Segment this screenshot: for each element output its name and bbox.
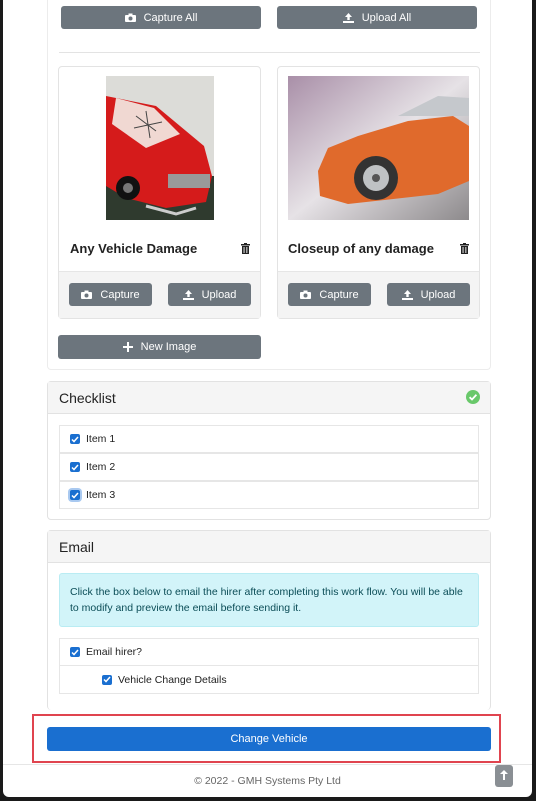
email-hirer-label: Email hirer? bbox=[86, 646, 143, 658]
checklist-item[interactable] bbox=[59, 481, 479, 509]
capture-button[interactable] bbox=[288, 283, 371, 306]
checklist-title: Checklist bbox=[59, 389, 116, 406]
upload-all-label: Upload All bbox=[361, 11, 412, 24]
checkbox[interactable] bbox=[70, 434, 80, 444]
camera-icon bbox=[81, 290, 92, 299]
checkbox[interactable] bbox=[70, 462, 80, 472]
checklist-item-label: Item 1 bbox=[86, 433, 116, 445]
image-card-footer bbox=[59, 271, 260, 318]
arrow-up-icon bbox=[500, 767, 508, 785]
checkbox[interactable] bbox=[102, 675, 112, 685]
image-card bbox=[58, 66, 261, 319]
capture-label: Capture bbox=[100, 288, 140, 301]
check-circle-icon bbox=[466, 390, 480, 407]
footer-divider bbox=[3, 764, 532, 765]
upload-label: Upload bbox=[420, 288, 456, 301]
camera-icon bbox=[300, 290, 311, 299]
new-image-button[interactable] bbox=[58, 335, 261, 359]
vehicle-change-details-row[interactable] bbox=[59, 666, 479, 694]
image-card-footer bbox=[278, 271, 479, 318]
checkbox[interactable] bbox=[70, 647, 80, 657]
checklist-item-label: Item 3 bbox=[86, 489, 116, 501]
upload-icon bbox=[402, 290, 413, 300]
change-vehicle-label: Change Vehicle bbox=[230, 733, 308, 745]
trash-icon[interactable] bbox=[241, 241, 250, 259]
new-image-label: New Image bbox=[140, 341, 197, 353]
email-hirer-row[interactable] bbox=[59, 638, 479, 666]
email-info-text: Click the box below to email the hirer after completing this work flow. You will be able to modify and preview the email before sending it. bbox=[70, 586, 463, 614]
checkbox[interactable] bbox=[70, 490, 80, 500]
image-title: Closeup of any damage bbox=[288, 241, 434, 256]
image-card bbox=[277, 66, 480, 319]
vehicle-damage-photo[interactable] bbox=[106, 76, 214, 220]
checklist-panel bbox=[47, 381, 491, 520]
upload-button[interactable] bbox=[387, 283, 470, 306]
email-title: Email bbox=[59, 538, 95, 555]
checklist-header bbox=[48, 382, 490, 414]
email-info-alert bbox=[59, 573, 479, 627]
capture-all-label: Capture All bbox=[143, 11, 198, 24]
capture-button[interactable] bbox=[69, 283, 152, 306]
change-vehicle-button[interactable] bbox=[47, 727, 491, 751]
plus-icon bbox=[123, 342, 133, 352]
trash-icon[interactable] bbox=[460, 241, 469, 259]
capture-label: Capture bbox=[319, 288, 359, 301]
image-title: Any Vehicle Damage bbox=[70, 241, 198, 256]
checklist-item-label: Item 2 bbox=[86, 461, 116, 473]
scroll-top-button[interactable] bbox=[495, 765, 513, 787]
upload-label: Upload bbox=[201, 288, 237, 301]
app-screen bbox=[3, 0, 532, 797]
checklist-item[interactable] bbox=[59, 453, 479, 481]
upload-button[interactable] bbox=[168, 283, 251, 306]
email-panel bbox=[47, 530, 491, 710]
footer-text: © 2022 - GMH Systems Pty Ltd bbox=[194, 775, 341, 787]
upload-icon bbox=[183, 290, 194, 300]
damage-closeup-photo[interactable] bbox=[288, 76, 469, 220]
checklist-item[interactable] bbox=[59, 425, 479, 453]
email-header bbox=[48, 531, 490, 563]
vehicle-change-details-label: Vehicle Change Details bbox=[118, 673, 227, 686]
